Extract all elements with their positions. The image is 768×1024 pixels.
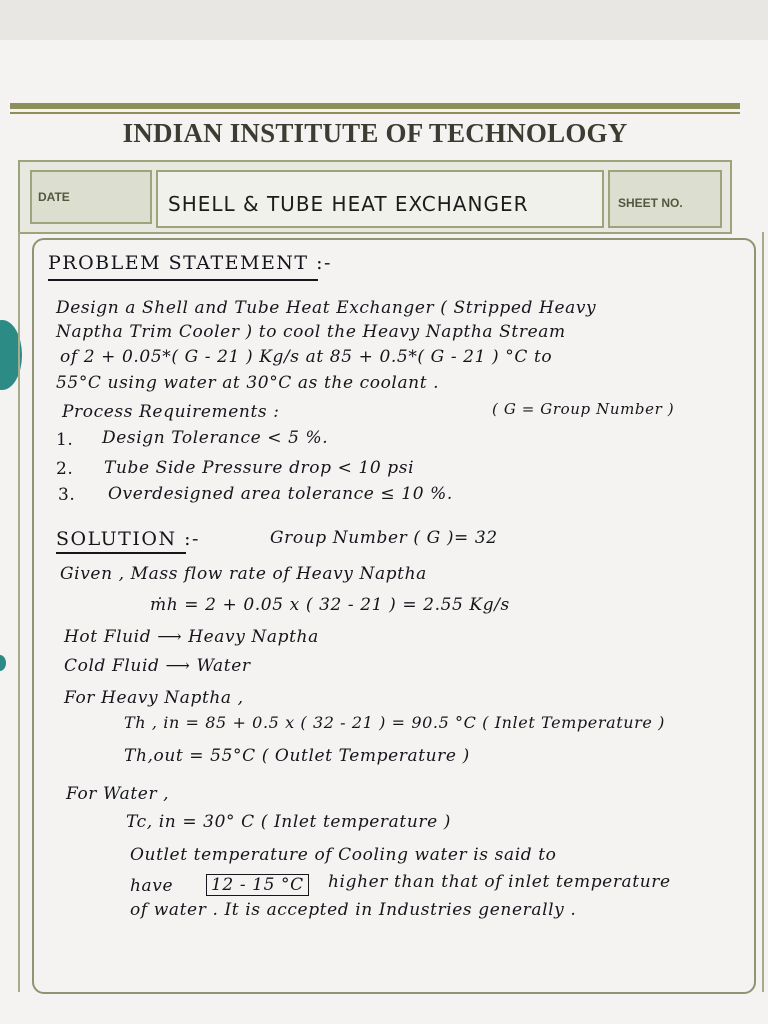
problem-heading-underline — [48, 279, 318, 281]
outlet-line-1: Outlet temperature of Cooling water is said to — [130, 845, 557, 865]
group-note: ( G = Group Number ) — [492, 400, 675, 418]
outlet-line-2-start: have — [130, 876, 174, 896]
group-number: Group Number ( G )= 32 — [270, 528, 498, 548]
outlet-line-3: of water . It is accepted in Industries generally . — [130, 900, 577, 920]
institute-name: INDIAN INSTITUTE OF TECHNOLOGY — [122, 118, 628, 148]
problem-heading: PROBLEM STATEMENT :- — [48, 252, 332, 274]
solution-heading: SOLUTION :- — [56, 528, 200, 550]
requirement-1-text: Design Tolerance < 5 %. — [102, 428, 329, 448]
sheet-title: SHELL & TUBE HEAT EXCHANGER — [168, 192, 529, 216]
mass-flow-equation: ṁh = 2 + 0.05 x ( 32 - 21 ) = 2.55 Kg/s — [150, 595, 510, 615]
requirement-3-number: 3. — [58, 485, 76, 505]
header-rule-thin — [10, 112, 740, 114]
outlet-line-2-end: higher than that of inlet temperature — [328, 872, 671, 892]
problem-line-2: Naptha Trim Cooler ) to cool the Heavy Naptha Stream — [56, 322, 566, 342]
temperature-range-box: 12 - 15 °C — [206, 874, 309, 896]
cold-fluid-line: Cold Fluid ⟶ Water — [64, 656, 251, 676]
date-label: DATE — [38, 190, 70, 204]
requirements-label: Process Requirements : — [62, 402, 280, 422]
for-naptha-line: For Heavy Naptha , — [64, 688, 244, 708]
problem-line-1: Design a Shell and Tube Heat Exchanger ( Stripped Heavy — [56, 298, 597, 318]
given-line: Given , Mass flow rate of Heavy Naptha — [60, 564, 427, 584]
tc-in-equation: Tc, in = 30° C ( Inlet temperature ) — [126, 812, 451, 832]
problem-line-4: 55°C using water at 30°C as the coolant . — [56, 373, 440, 393]
for-water-line: For Water , — [66, 784, 170, 804]
problem-line-3: of 2 + 0.05*( G - 21 ) Kg/s at 85 + 0.5*( G - 21 ) °C to — [60, 347, 553, 367]
requirement-3-text: Overdesigned area tolerance ≤ 10 %. — [108, 484, 453, 504]
sheet-number-label: SHEET NO. — [618, 196, 683, 210]
requirement-2-text: Tube Side Pressure drop < 10 psi — [104, 458, 415, 478]
requirement-1-number: 1. — [56, 430, 74, 450]
solution-heading-underline — [56, 552, 186, 554]
th-in-equation: Th , in = 85 + 0.5 x ( 32 - 21 ) = 90.5 °C ( Inlet Temperature ) — [124, 713, 665, 732]
hot-fluid-line: Hot Fluid ⟶ Heavy Naptha — [64, 627, 319, 647]
th-out-equation: Th,out = 55°C ( Outlet Temperature ) — [124, 746, 470, 766]
requirement-2-number: 2. — [56, 459, 74, 479]
header-rule — [10, 103, 740, 109]
